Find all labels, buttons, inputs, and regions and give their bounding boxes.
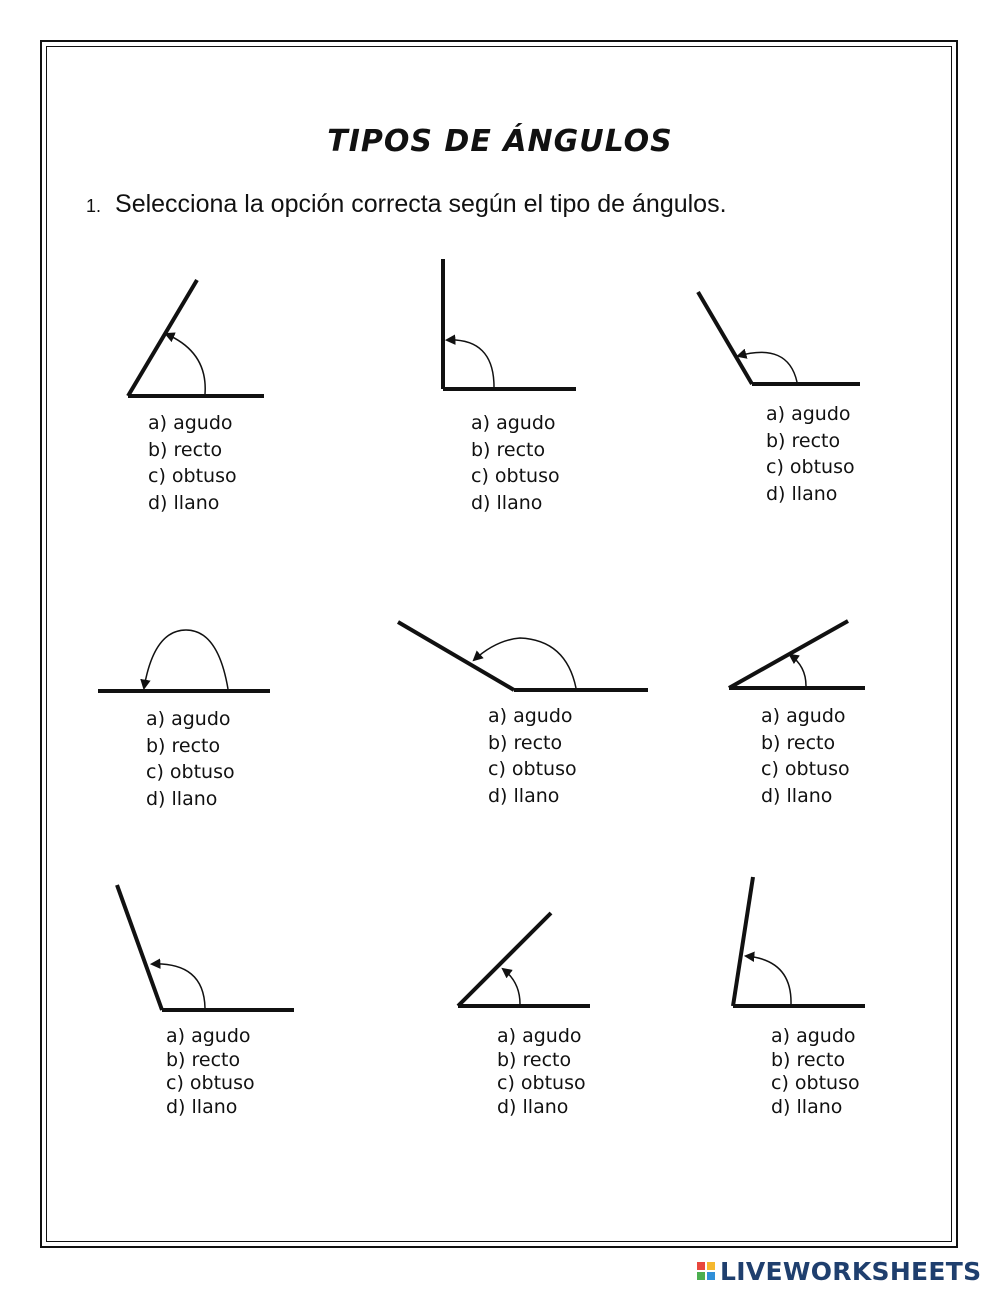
option-llano[interactable]: d) llano — [471, 491, 543, 514]
angle-figure-8 — [458, 913, 590, 1006]
logo-square — [697, 1262, 705, 1270]
angle-figure-9 — [733, 877, 865, 1006]
question-6-options — [761, 703, 850, 809]
option-recto[interactable]: b) recto — [166, 1048, 241, 1071]
option-llano[interactable]: d) llano — [148, 491, 220, 514]
option-llano[interactable]: d) llano — [766, 482, 838, 505]
option-recto[interactable]: b) recto — [771, 1048, 846, 1071]
angle-figure-5 — [398, 622, 648, 690]
option-recto[interactable]: b) recto — [761, 731, 836, 754]
option-obtuso[interactable]: c) obtuso — [766, 456, 855, 478]
question-1-options — [148, 410, 237, 516]
option-agudo[interactable]: a) agudo — [497, 1025, 582, 1047]
option-agudo[interactable]: a) agudo — [471, 412, 556, 434]
option-obtuso[interactable]: c) obtuso — [761, 758, 850, 780]
option-recto[interactable]: b) recto — [497, 1048, 572, 1071]
option-agudo[interactable]: a) agudo — [148, 412, 233, 434]
instruction-number: 1. — [86, 196, 102, 216]
option-obtuso[interactable]: c) obtuso — [148, 465, 237, 487]
question-9-options — [771, 1025, 860, 1119]
logo-square — [697, 1272, 705, 1280]
option-recto[interactable]: b) recto — [471, 438, 546, 461]
option-obtuso[interactable]: c) obtuso — [166, 1072, 255, 1094]
option-agudo[interactable]: a) agudo — [771, 1025, 856, 1047]
option-llano[interactable]: d) llano — [488, 784, 560, 807]
option-obtuso[interactable]: c) obtuso — [146, 761, 235, 783]
liveworksheets-logo-icon — [697, 1262, 715, 1280]
question-8-options — [497, 1025, 586, 1119]
instruction-text: Selecciona la opción correcta según el tipo de ángulos. — [115, 190, 727, 218]
option-obtuso[interactable]: c) obtuso — [471, 465, 560, 487]
option-obtuso[interactable]: c) obtuso — [488, 758, 577, 780]
option-agudo[interactable]: a) agudo — [166, 1025, 251, 1047]
question-7-options — [166, 1025, 255, 1119]
question-4-options — [146, 706, 235, 812]
option-agudo[interactable]: a) agudo — [488, 705, 573, 727]
option-agudo[interactable]: a) agudo — [146, 708, 231, 730]
angle-figure-3 — [698, 292, 860, 384]
angle-figure-4 — [98, 630, 270, 691]
option-agudo[interactable]: a) agudo — [766, 403, 851, 425]
angle-figure-6 — [729, 621, 865, 688]
angle-figure-7 — [117, 885, 294, 1010]
option-agudo[interactable]: a) agudo — [761, 705, 846, 727]
option-recto[interactable]: b) recto — [488, 731, 563, 754]
option-llano[interactable]: d) llano — [497, 1095, 569, 1118]
question-3-options — [766, 401, 855, 507]
option-obtuso[interactable]: c) obtuso — [497, 1072, 586, 1094]
option-obtuso[interactable]: c) obtuso — [771, 1072, 860, 1094]
option-llano[interactable]: d) llano — [761, 784, 833, 807]
worksheet-title: TIPOS DE ÁNGULOS — [327, 124, 673, 159]
question-5-options — [488, 703, 577, 809]
watermark-text: LIVEWORKSHEETS — [720, 1256, 982, 1286]
angle-figure-1 — [128, 280, 264, 396]
option-llano[interactable]: d) llano — [166, 1095, 238, 1118]
liveworksheets-watermark — [697, 1256, 981, 1286]
option-recto[interactable]: b) recto — [146, 734, 221, 757]
option-recto[interactable]: b) recto — [148, 438, 223, 461]
option-llano[interactable]: d) llano — [146, 787, 218, 810]
option-recto[interactable]: b) recto — [766, 429, 841, 452]
logo-square — [707, 1262, 715, 1270]
logo-square — [707, 1272, 715, 1280]
option-llano[interactable]: d) llano — [771, 1095, 843, 1118]
question-2-options — [471, 410, 560, 516]
angle-figure-2 — [443, 259, 576, 389]
